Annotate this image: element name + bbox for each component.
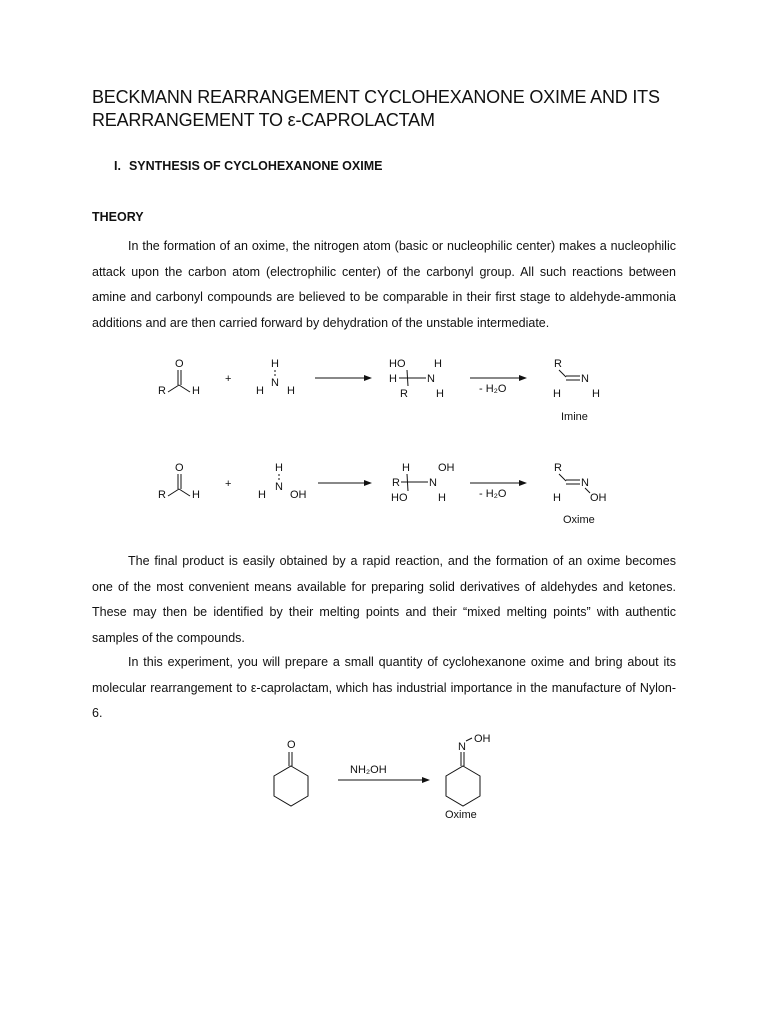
- atom-o: O: [175, 358, 184, 370]
- atom-oh: OH: [438, 462, 455, 474]
- atom-n: N: [275, 481, 283, 493]
- atom-h: H: [553, 492, 561, 504]
- imine-structure: [553, 358, 600, 423]
- atom-n: N: [581, 477, 589, 489]
- atom-h: H: [592, 388, 600, 400]
- atom-r: R: [392, 477, 400, 489]
- atom-oh: OH: [590, 492, 607, 504]
- atom-h: H: [553, 388, 561, 400]
- reaction-scheme-cyclohexanone: [0, 728, 768, 828]
- reagent-label: NH₂OH: [350, 764, 387, 776]
- atom-n: N: [581, 373, 589, 385]
- paragraph-experiment: In this experiment, you will prepare a small quantity of cyclohexanone oxime and bring about its molecular rearrangement to ε-caprolactam, which has industrial importance in the manufacture of Nylon-6.: [92, 655, 676, 720]
- aldehyde-structure: [158, 462, 200, 501]
- atom-h: H: [192, 385, 200, 397]
- plus-sign: +: [225, 478, 232, 490]
- atom-o: O: [287, 739, 296, 751]
- atom-r: R: [158, 385, 166, 397]
- atom-ho: HO: [389, 358, 406, 370]
- paragraph-oxime-formation: In the formation of an oxime, the nitrogen atom (basic or nucleophilic center) makes a nucleophilic attack upon the carbon atom (electrophilic center) of the carbonyl group. All such reactions between amine and carbonyl compounds are believed to be comparable in their first stage to aldehyde-ammonia additions and are then carried forward by dehydration of the unstable intermediate.: [92, 239, 676, 330]
- aldehyde-structure: [158, 358, 200, 397]
- cyclohexanone-oxime-structure: [445, 733, 491, 821]
- plus-sign: +: [225, 373, 232, 385]
- atom-r: R: [554, 358, 562, 370]
- section-title: SYNTHESIS OF CYCLOHEXANONE OXIME: [128, 159, 383, 173]
- document-title: BECKMANN REARRANGEMENT CYCLOHEXANONE OXIME AND ITS REARRANGEMENT TO ε-CAPROLACTAM: [92, 87, 660, 130]
- atom-ho: HO: [391, 492, 408, 504]
- ammonia-structure: [256, 358, 295, 397]
- atom-n: N: [429, 477, 437, 489]
- atom-r: R: [554, 462, 562, 474]
- atom-n: N: [271, 377, 279, 389]
- oxime-label: Oxime: [563, 514, 595, 526]
- atom-n: N: [458, 741, 466, 753]
- oxime-structure: [553, 462, 607, 526]
- carbinolamine-structure: [389, 358, 444, 400]
- theory-heading: THEORY: [92, 210, 144, 224]
- atom-n: N: [427, 373, 435, 385]
- section-number: I.: [114, 159, 121, 173]
- atom-h: H: [434, 358, 442, 370]
- atom-r: R: [158, 489, 166, 501]
- atom-h: H: [275, 462, 283, 474]
- hydroxylamine-structure: [258, 462, 307, 501]
- atom-r: R: [400, 388, 408, 400]
- atom-h: H: [402, 462, 410, 474]
- atom-oh: OH: [474, 733, 491, 745]
- reaction-scheme-oxime: [0, 449, 768, 549]
- oxime-label: Oxime: [445, 809, 477, 821]
- dehydration-label: - H₂O: [479, 383, 507, 395]
- atom-h: H: [436, 388, 444, 400]
- atom-h: H: [389, 373, 397, 385]
- section-heading: [114, 159, 382, 173]
- atom-h: H: [271, 358, 279, 370]
- atom-h: H: [256, 385, 264, 397]
- reaction-scheme-imine: [0, 345, 768, 445]
- atom-o: O: [175, 462, 184, 474]
- atom-h: H: [258, 489, 266, 501]
- intermediate-structure: [391, 462, 455, 504]
- atom-h: H: [287, 385, 295, 397]
- dehydration-label: - H₂O: [479, 488, 507, 500]
- imine-label: Imine: [561, 411, 588, 423]
- atom-h: H: [192, 489, 200, 501]
- atom-h: H: [438, 492, 446, 504]
- atom-oh: OH: [290, 489, 307, 501]
- paragraph-product: The final product is easily obtained by a rapid reaction, and the formation of an oxime becomes one of the most convenient means available for preparing solid derivatives of aldehydes and ketones. These may then be identified by their melting points and their “mixed melting points” with authentic samples of the compounds.: [92, 554, 676, 645]
- cyclohexanone-structure: [274, 739, 308, 806]
